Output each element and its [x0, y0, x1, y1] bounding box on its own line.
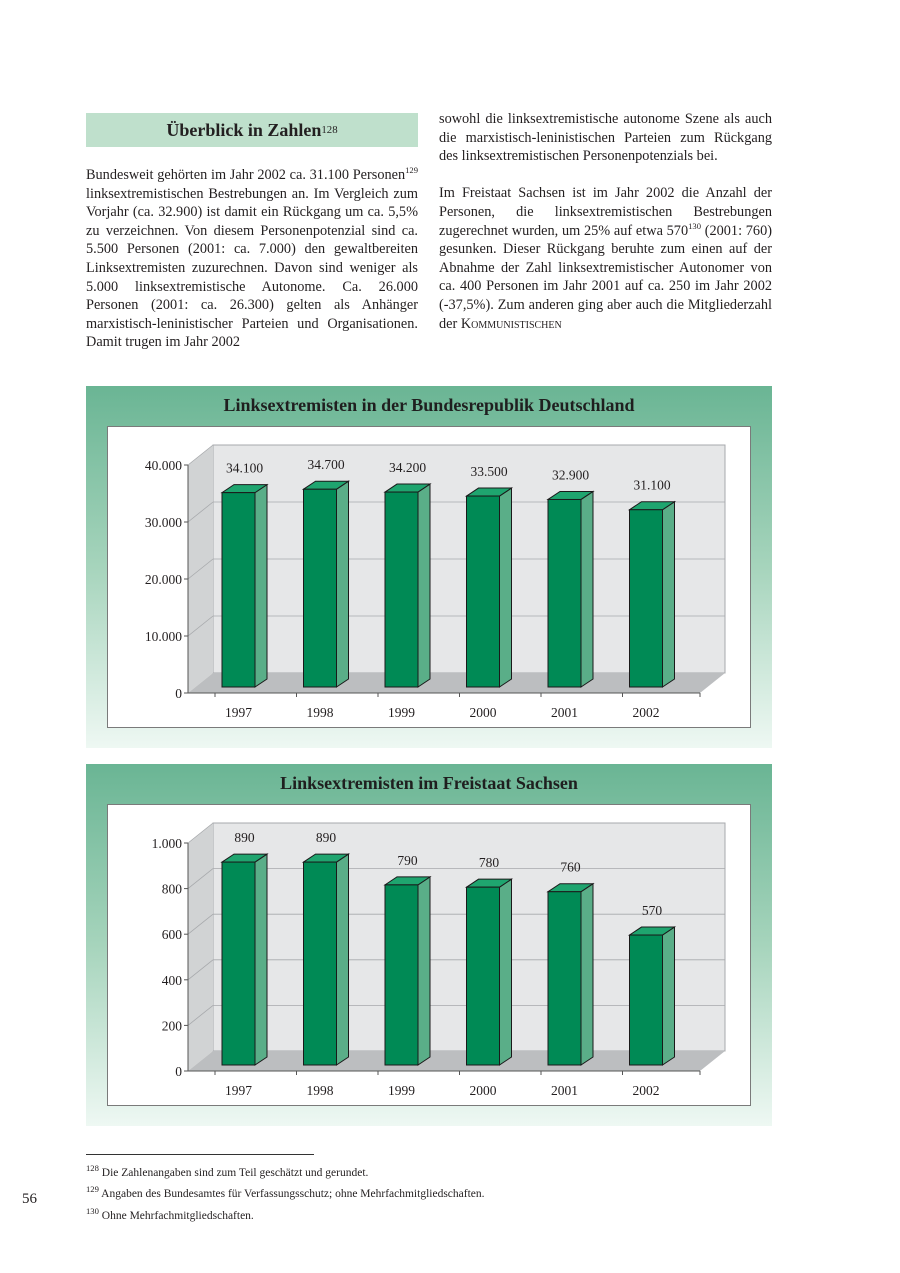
plot-side-wall	[188, 823, 213, 1071]
data-label: 33.500	[470, 464, 508, 480]
y-tick-label: 600	[161, 927, 182, 943]
section-heading-text: Überblick in Zahlen	[166, 119, 322, 140]
bar-side	[255, 485, 267, 687]
bar-front	[304, 862, 337, 1065]
bar-chart-germany	[108, 427, 750, 727]
bar-saxony-1999	[385, 877, 430, 1065]
footnote-ref-129: 129	[405, 165, 418, 176]
bar-front	[222, 862, 255, 1065]
right-paragraph-2	[439, 184, 772, 333]
bar-front	[467, 887, 500, 1065]
bar-germany-2000	[467, 488, 512, 687]
y-tick-label: 20.000	[144, 572, 182, 587]
chart-title-saxony: Linksextremisten im Freistaat Sachsen	[280, 773, 578, 793]
right-paragraph-1: sowohl die linksextremistische autonome Szene als auch die marxistisch-leninistischen Parteien zum Rückgang des linksextremistischen Personenpotenzials bei.	[439, 111, 772, 165]
bar-saxony-1997	[222, 854, 267, 1065]
right-column-text	[439, 110, 772, 333]
bar-side	[500, 879, 512, 1065]
chart-panel-germany	[86, 386, 772, 748]
bar-saxony-2001	[548, 884, 593, 1065]
bar-side	[255, 854, 267, 1065]
bar-side	[500, 488, 512, 687]
x-tick-label: 2002	[632, 705, 660, 720]
left-column-text	[86, 166, 418, 352]
chart-panel-saxony	[86, 764, 772, 1126]
y-tick-label: 30.000	[144, 515, 182, 530]
y-tick-label: 0	[175, 1064, 182, 1079]
x-tick-label: 2000	[469, 1083, 497, 1098]
bar-germany-1998	[304, 481, 349, 687]
x-tick-label: 2000	[469, 705, 497, 720]
bar-side	[663, 927, 675, 1065]
left-paragraph	[86, 166, 418, 352]
y-tick-label: 0	[175, 686, 182, 701]
data-label: 790	[397, 852, 418, 868]
footnote-129: $^{129}$ Angaben des Bundesamtes für Verfassungsschutz; ohne Mehrfachmitgliedschaften.	[86, 1184, 485, 1201]
y-tick-label: 1.000	[151, 836, 182, 851]
x-tick-label: 2001	[551, 705, 578, 720]
x-tick-label: 1998	[306, 705, 334, 720]
bar-germany-1999	[385, 484, 430, 687]
data-label: 34.200	[388, 460, 427, 476]
bar-saxony-2000	[467, 879, 512, 1065]
bar-side	[663, 502, 675, 687]
y-tick-label: 200	[161, 1018, 182, 1034]
x-tick-label: 1997	[225, 1083, 252, 1098]
footnotes	[86, 1160, 485, 1224]
chart-area-saxony	[107, 804, 751, 1106]
bar-side	[581, 491, 593, 687]
bar-side	[581, 884, 593, 1065]
chart-title-germany: Linksextremisten in der Bundesrepublik Deutschland	[223, 395, 635, 415]
data-label: 31.100	[633, 477, 671, 493]
chart-area-germany	[107, 426, 751, 728]
data-label: 890	[234, 830, 255, 846]
x-tick-label: 1999	[388, 1083, 415, 1098]
footnote-128: $^{128}$ Die Zahlenangaben sind zum Teil geschätzt und gerundet.	[86, 1163, 369, 1179]
bar-front	[630, 510, 663, 687]
section-heading: Überblick in Zahlen 128	[86, 113, 418, 147]
footnote-130: $^{130}$ Ohne Mehrfachmitgliedschaften.	[86, 1205, 254, 1222]
data-label: 32.900	[551, 467, 590, 483]
bar-front	[304, 489, 337, 687]
data-label: 890	[315, 830, 337, 846]
x-tick-label: 2002	[632, 1083, 660, 1098]
left-paragraph-text-run: Bundesweit gehörten im Jahr 2002 ca. 31.100 Personen	[86, 167, 406, 183]
page-number: 56	[22, 1191, 37, 1207]
bar-side	[337, 854, 349, 1065]
bar-germany-1997	[222, 485, 267, 687]
left-paragraph-text-run: linksextremistischen Bestrebungen an. Im Vergleich zum Vorjahr (ca. 32.900) ist damit ein Rückgang um ca. 5,5% zu verzeichnen. Von diesem Personenpotenzial sind ca. 5.500 Personen (2001: ca. 7.000) den gewaltbereiten Linksextremisten zuzurechnen. Davon sind weniger als 5.000 linksextremistische Autonome. Ca. 26.000 Personen (2001: ca. 26.300) gelten als Anhänger marxistisch-leninistischer Parteien und Organisationen. Damit trugen im Jahr 2002	[86, 185, 418, 351]
data-label: 34.100	[225, 460, 264, 476]
bar-saxony-1998	[304, 854, 349, 1065]
y-tick-label: 400	[161, 972, 182, 988]
x-tick-label: 2001	[551, 1083, 578, 1098]
y-tick-label: 10.000	[144, 629, 182, 644]
y-tick-label: 800	[161, 881, 182, 897]
bar-front	[548, 892, 581, 1065]
bar-side	[418, 484, 430, 687]
bar-front	[222, 493, 255, 687]
x-tick-label: 1999	[388, 705, 415, 720]
bar-front	[467, 496, 500, 687]
data-label: 760	[560, 859, 581, 875]
x-tick-label: 1998	[306, 1083, 334, 1098]
bar-germany-2002	[630, 502, 675, 687]
right-paragraph-2-text-run: (2001: 760) gesunken. Dieser Rückgang beruhte zum einen auf der Abnahme der Zahl linksextremistischer Autonomer von ca. 400 Personen im Jahr 2001 auf ca. 250 im Jahr 2002 (-37,5%). Zum anderen ging aber auch die Mitgliederzahl der	[439, 222, 772, 332]
footnote-rule	[86, 1154, 314, 1155]
bar-front	[548, 499, 581, 687]
bar-side	[337, 481, 349, 687]
footnote-ref-130: 130	[688, 220, 701, 231]
bar-germany-2001	[548, 491, 593, 687]
bar-saxony-2002	[630, 927, 675, 1065]
bar-front	[630, 935, 663, 1065]
right-paragraph-2-smallcaps: Kommunistischen	[460, 315, 562, 332]
bar-front	[385, 492, 418, 687]
bar-chart-saxony	[108, 805, 750, 1105]
right-paragraph-2-text-run: Im Freistaat Sachsen ist im Jahr 2002 die Anzahl der Personen, die linksextremistischen Bestrebungen zugerechnet wurden, um 25% auf etwa 570	[439, 185, 772, 239]
x-tick-label: 1997	[225, 705, 252, 720]
data-label: 34.700	[307, 457, 345, 473]
data-label: 570	[641, 903, 663, 919]
y-tick-label: 40.000	[144, 458, 182, 473]
bar-side	[418, 877, 430, 1065]
bar-front	[385, 885, 418, 1065]
data-label: 780	[478, 855, 500, 871]
